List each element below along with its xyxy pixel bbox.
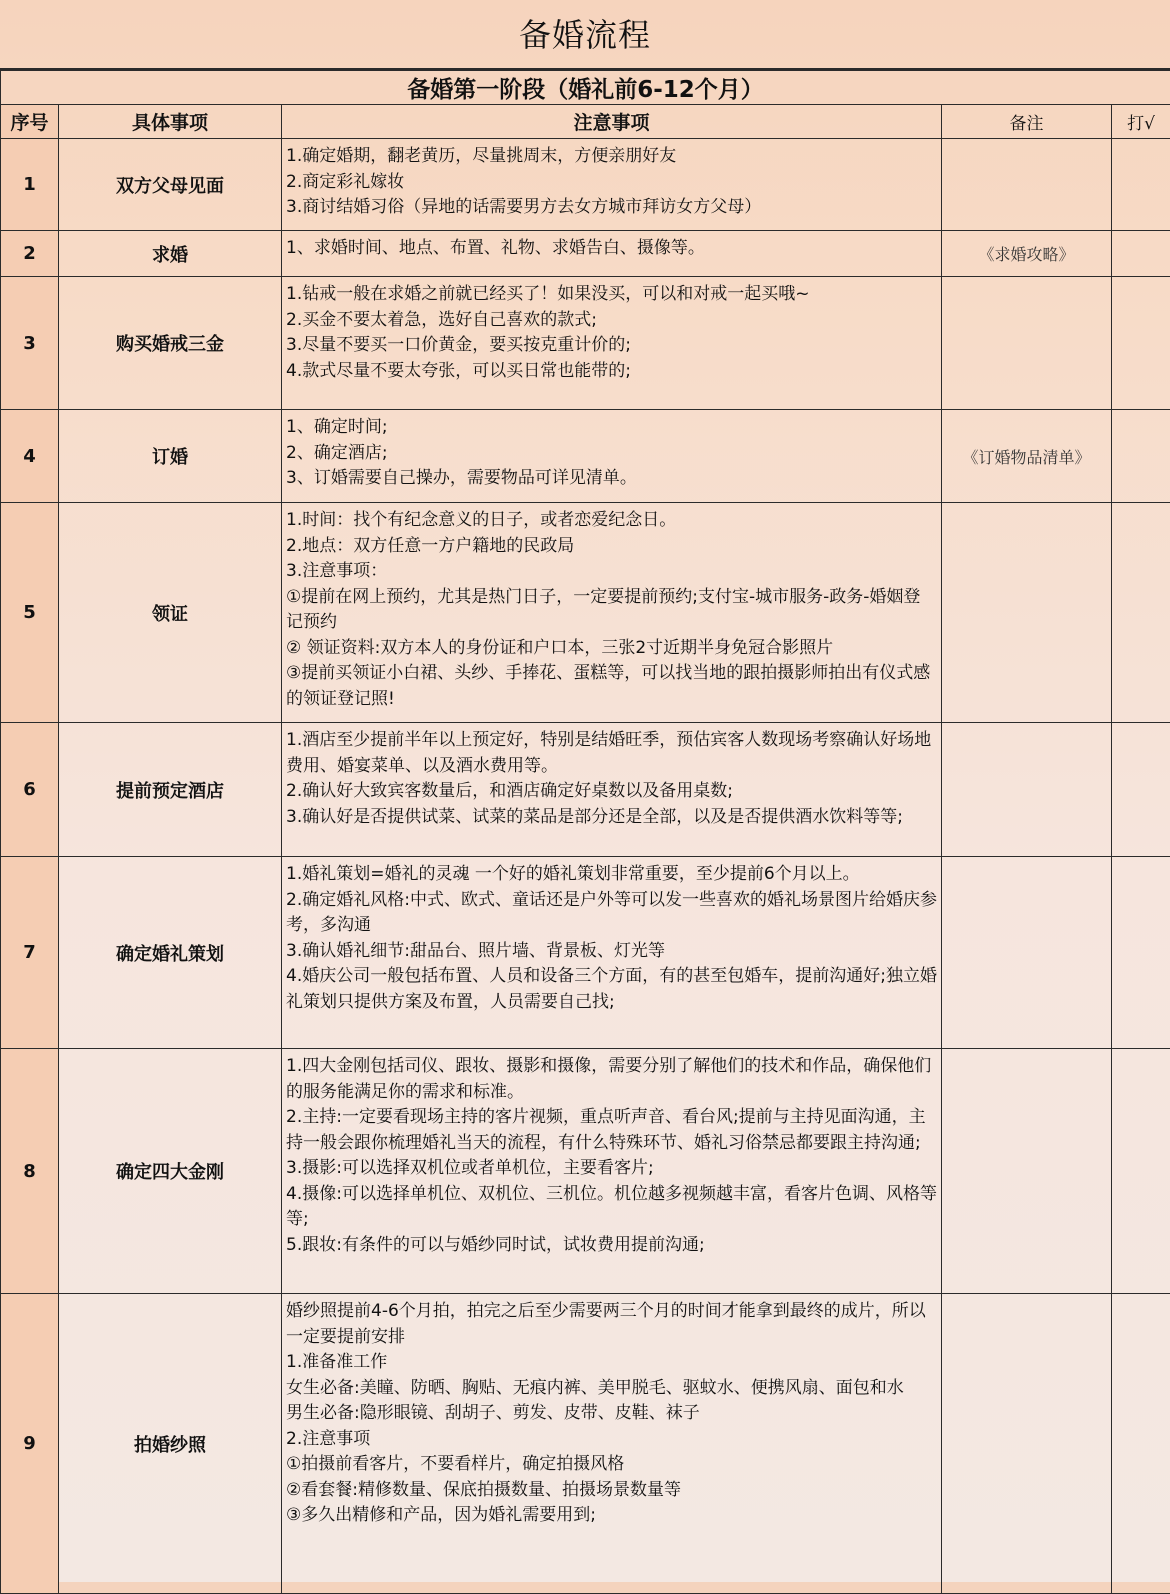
row-number: 1	[1, 139, 59, 231]
table-row	[1, 139, 1170, 231]
row-notes	[282, 857, 942, 1049]
note-line: 5.跟妆:有条件的可以与婚纱同时试，试妆费用提前沟通;	[286, 1233, 937, 1259]
row-remark	[942, 1294, 1112, 1594]
row-item: 拍婚纱照	[59, 1294, 282, 1594]
note-line: 2.地点：双方任意一方户籍地的民政局	[286, 534, 937, 560]
note-line: 3、订婚需要自己操办，需要物品可详见清单。	[286, 466, 937, 492]
row-remark	[942, 139, 1112, 231]
note-line: 3.商讨结婚习俗（异地的话需要男方去女方城市拜访女方父母）	[286, 195, 937, 221]
header-check: 打√	[1112, 105, 1170, 139]
note-line: 2.买金不要太着急，选好自己喜欢的款式;	[286, 308, 937, 334]
row-number: 6	[1, 723, 59, 857]
row-notes	[282, 277, 942, 410]
note-line: 2.确定婚礼风格:中式、欧式、童话还是户外等可以发一些喜欢的婚礼场景图片给婚庆参考，多沟通	[286, 888, 937, 939]
header-num: 序号	[1, 105, 59, 139]
note-line: 2.主持:一定要看现场主持的客片视频，重点听声音、看台风;提前与主持见面沟通，主持一般会跟你梳理婚礼当天的流程，有什么特殊环节、婚礼习俗禁忌都要跟主持沟通;	[286, 1105, 937, 1156]
stage-heading: 备婚第一阶段（婚礼前6-12个月）	[1, 71, 1170, 105]
note-line: 4.款式尽量不要太夸张，可以买日常也能带的;	[286, 359, 937, 385]
row-number: 5	[1, 503, 59, 723]
note-line: ③提前买领证小白裙、头纱、手捧花、蛋糕等，可以找当地的跟拍摄影师拍出有仪式感的领证登记照!	[286, 661, 937, 712]
note-line: 1.钻戒一般在求婚之前就已经买了！如果没买，可以和对戒一起买哦~	[286, 282, 937, 308]
note-line: 1.时间：找个有纪念意义的日子，或者恋爱纪念日。	[286, 508, 937, 534]
note-line: 3.确认婚礼细节:甜品台、照片墙、背景板、灯光等	[286, 939, 937, 965]
note-line: 1.酒店至少提前半年以上预定好，特别是结婚旺季，预估宾客人数现场考察确认好场地费用、婚宴菜单、以及酒水费用等。	[286, 728, 937, 779]
row-item: 求婚	[59, 231, 282, 277]
note-line: 1.准备准工作	[286, 1350, 937, 1376]
note-line: 1.婚礼策划=婚礼的灵魂 一个好的婚礼策划非常重要，至少提前6个月以上。	[286, 862, 937, 888]
row-remark	[942, 503, 1112, 723]
row-item: 领证	[59, 503, 282, 723]
note-line: 3.注意事项：	[286, 559, 937, 585]
row-number: 8	[1, 1049, 59, 1294]
row-remark	[942, 723, 1112, 857]
row-checkbox-cell[interactable]	[1112, 1294, 1170, 1594]
row-checkbox-cell[interactable]	[1112, 231, 1170, 277]
row-item: 双方父母见面	[59, 139, 282, 231]
row-item: 确定四大金刚	[59, 1049, 282, 1294]
row-checkbox-cell[interactable]	[1112, 277, 1170, 410]
table-row	[1, 1049, 1170, 1294]
row-item: 购买婚戒三金	[59, 277, 282, 410]
note-line: ②看套餐:精修数量、保底拍摄数量、拍摄场景数量等	[286, 1478, 937, 1504]
row-remark: 《订婚物品清单》	[942, 410, 1112, 503]
note-line: ③多久出精修和产品，因为婚礼需要用到;	[286, 1503, 937, 1529]
row-checkbox-cell[interactable]	[1112, 723, 1170, 857]
note-line: 1、求婚时间、地点、布置、礼物、求婚告白、摄像等。	[286, 236, 937, 262]
row-number: 2	[1, 231, 59, 277]
note-line: 1、确定时间;	[286, 415, 937, 441]
document-title: 备婚流程	[0, 0, 1170, 70]
note-line: 2.商定彩礼嫁妆	[286, 170, 937, 196]
note-line: 2、确定酒店;	[286, 441, 937, 467]
header-remark: 备注	[942, 105, 1112, 139]
note-line: 3.摄影:可以选择双机位或者单机位，主要看客片;	[286, 1156, 937, 1182]
note-line: 3.确认好是否提供试菜、试菜的菜品是部分还是全部，以及是否提供酒水饮料等等;	[286, 805, 937, 831]
row-checkbox-cell[interactable]	[1112, 857, 1170, 1049]
row-remark	[942, 277, 1112, 410]
header-item: 具体事项	[59, 105, 282, 139]
note-line: ①拍摄前看客片，不要看样片，确定拍摄风格	[286, 1452, 937, 1478]
column-header-row	[1, 105, 1170, 139]
row-remark: 《求婚攻略》	[942, 231, 1112, 277]
row-notes	[282, 231, 942, 277]
note-line: 女生必备:美瞳、防晒、胸贴、无痕内裤、美甲脱毛、驱蚊水、便携风扇、面包和水	[286, 1376, 937, 1402]
row-remark	[942, 857, 1112, 1049]
table-row	[1, 503, 1170, 723]
note-line: 1.四大金刚包括司仪、跟妆、摄影和摄像，需要分别了解他们的技术和作品，确保他们的服务能满足你的需求和标准。	[286, 1054, 937, 1105]
row-number: 3	[1, 277, 59, 410]
note-line: 男生必备:隐形眼镜、刮胡子、剪发、皮带、皮鞋、袜子	[286, 1401, 937, 1427]
row-checkbox-cell[interactable]	[1112, 410, 1170, 503]
note-line: 1.确定婚期，翻老黄历，尽量挑周末，方便亲朋好友	[286, 144, 937, 170]
row-item: 提前预定酒店	[59, 723, 282, 857]
row-checkbox-cell[interactable]	[1112, 139, 1170, 231]
row-checkbox-cell[interactable]	[1112, 1049, 1170, 1294]
table-row	[1, 410, 1170, 503]
row-notes	[282, 139, 942, 231]
row-notes	[282, 723, 942, 857]
row-notes	[282, 1294, 942, 1594]
wedding-prep-table	[0, 70, 1170, 1594]
table-row	[1, 1294, 1170, 1594]
row-item: 确定婚礼策划	[59, 857, 282, 1049]
table-row	[1, 857, 1170, 1049]
note-line: ② 领证资料:双方本人的身份证和户口本，三张2寸近期半身免冠合影照片	[286, 636, 937, 662]
table-row	[1, 723, 1170, 857]
note-line: 4.婚庆公司一般包括布置、人员和设备三个方面，有的甚至包婚车，提前沟通好;独立婚礼策划只提供方案及布置，人员需要自己找;	[286, 964, 937, 1015]
row-notes	[282, 503, 942, 723]
row-checkbox-cell[interactable]	[1112, 503, 1170, 723]
row-number: 4	[1, 410, 59, 503]
note-line: 3.尽量不要买一口价黄金，要买按克重计价的;	[286, 333, 937, 359]
row-notes	[282, 1049, 942, 1294]
header-notes: 注意事项	[282, 105, 942, 139]
note-line: 婚纱照提前4-6个月拍，拍完之后至少需要两三个月的时间才能拿到最终的成片，所以一定要提前安排	[286, 1299, 937, 1350]
row-number: 9	[1, 1294, 59, 1594]
note-line: 2.注意事项	[286, 1427, 937, 1453]
table-row	[1, 277, 1170, 410]
table-row	[1, 231, 1170, 277]
note-line: 2.确认好大致宾客数量后，和酒店确定好桌数以及备用桌数;	[286, 779, 937, 805]
row-number: 7	[1, 857, 59, 1049]
row-remark	[942, 1049, 1112, 1294]
row-item: 订婚	[59, 410, 282, 503]
row-notes	[282, 410, 942, 503]
note-line: ①提前在网上预约，尤其是热门日子，一定要提前预约;支付宝-城市服务-政务-婚姻登记预约	[286, 585, 937, 636]
note-line: 4.摄像:可以选择单机位、双机位、三机位。机位越多视频越丰富，看客片色调、风格等等;	[286, 1182, 937, 1233]
